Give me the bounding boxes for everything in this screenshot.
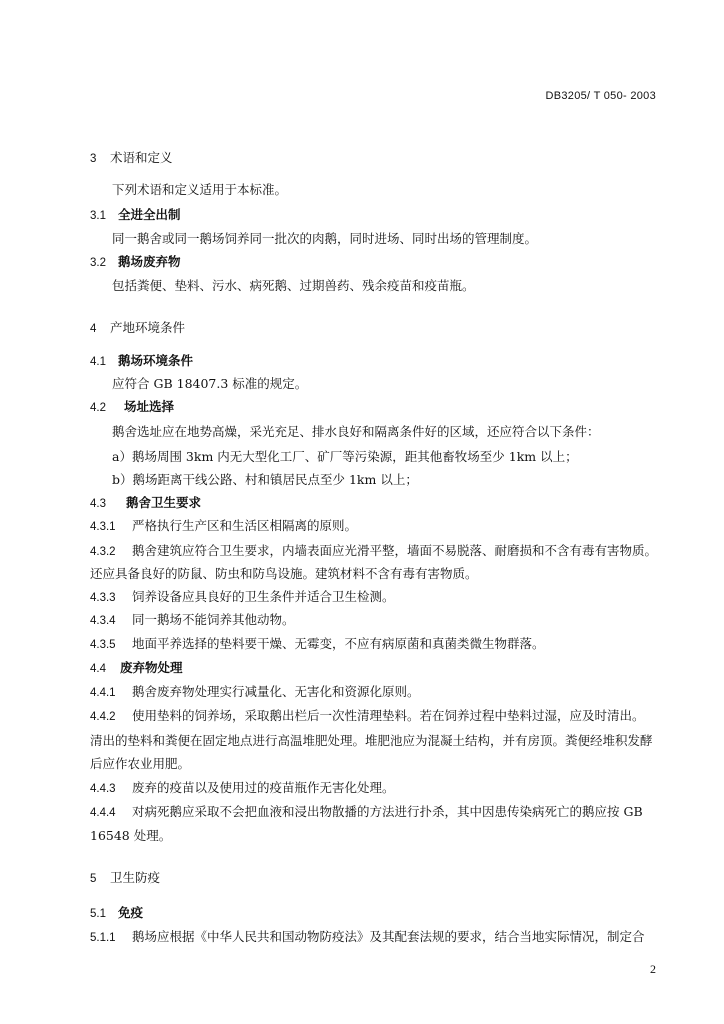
- clause-number: 4.4: [90, 663, 106, 675]
- clause-3-1-text: 同一鹅舍或同一鹅场饲养同一批次的肉鹅，同时进场、同时出场的管理制度。: [112, 231, 538, 246]
- clause-text: 废弃的疫苗以及使用过的疫苗瓶作无害化处理。: [132, 780, 395, 795]
- clause-number: 3.2: [90, 257, 106, 269]
- clause-number: 4.4.3: [90, 783, 116, 795]
- clause-text: 鹅舍废弃物处理实行减量化、无害化和资源化原则。: [132, 684, 420, 699]
- clause-4-2-item-b: b）鹅场距离干线公路、村和镇居民点至少 1km 以上；: [112, 472, 418, 487]
- clause-number: 4.2: [90, 402, 106, 414]
- clause-4-2-heading: [90, 399, 660, 416]
- clause-3-1-heading: [90, 207, 660, 224]
- clause-text: 鹅场应根据《中华人民共和国动物防疫法》及其配套法规的要求，结合当地实际情况，制定合: [132, 929, 645, 944]
- clause-title: 鹅舍卫生要求: [126, 495, 202, 510]
- clause-text: 饲养设备应具良好的卫生条件并适合卫生检测。: [132, 589, 395, 604]
- standard-code: DB3205/ T 050- 2003: [545, 90, 656, 102]
- clause-4-3-2: [90, 543, 660, 560]
- clause-4-3-3: [90, 589, 660, 606]
- clause-4-4-2: [90, 708, 660, 725]
- clause-title: 场址选择: [124, 399, 175, 414]
- clause-4-4-4-cont: 16548 处理。: [90, 828, 172, 843]
- clause-4-3-1: [90, 518, 660, 535]
- clause-4-4-4: [90, 804, 660, 821]
- clause-4-3-5: [90, 636, 660, 653]
- clause-4-3-heading: [90, 495, 660, 512]
- clause-title: 鹅场环境条件: [118, 353, 194, 368]
- clause-number: 3.1: [90, 210, 106, 222]
- clause-4-3-4: [90, 612, 660, 629]
- clause-title: 全进全出制: [118, 207, 181, 222]
- clause-number: 5.1: [90, 908, 106, 920]
- clause-4-4-1: [90, 684, 660, 701]
- section-3-heading: [90, 150, 660, 167]
- section-number: 5: [90, 873, 97, 885]
- clause-5-1-1: [90, 929, 660, 946]
- section-5-heading: [90, 870, 660, 887]
- clause-number: 4.3.4: [90, 615, 116, 627]
- clause-5-1-heading: [90, 905, 660, 922]
- clause-4-2-text: 鹅舍选址应在地势高燥，采光充足、排水良好和隔离条件好的区域，还应符合以下条件：: [112, 424, 600, 439]
- page-number: 2: [650, 962, 656, 976]
- clause-number: 4.4.2: [90, 711, 116, 723]
- clause-text: 严格执行生产区和生活区相隔离的原则。: [132, 518, 358, 533]
- clause-text: 同一鹅场不能饲养其他动物。: [132, 612, 295, 627]
- clause-title: 免疫: [118, 905, 144, 920]
- clause-4-3-2-cont: 还应具备良好的防鼠、防虫和防鸟设施。建筑材料不含有毒有害物质。: [90, 566, 478, 581]
- section-number: 4: [90, 323, 97, 335]
- clause-number: 4.4.4: [90, 807, 116, 819]
- clause-text: 地面平养选择的垫料要干燥、无霉变，不应有病原菌和真菌类微生物群落。: [132, 636, 545, 651]
- clause-4-1-text: 应符合 GB 18407.3 标准的规定。: [112, 376, 308, 391]
- clause-4-4-2-cont-1: 清出的垫料和粪便在固定地点进行高温堆肥处理。堆肥池应为混凝土结构，并有房顶。粪便经堆积发酵: [90, 733, 653, 748]
- clause-number: 4.3: [90, 498, 106, 510]
- clause-number: 4.3.1: [90, 521, 116, 533]
- clause-title: 废弃物处理: [120, 660, 183, 675]
- clause-text: 对病死鹅应采取不会把血液和浸出物散播的方法进行扑杀，其中因患传染病死亡的鹅应按 GB: [132, 804, 643, 819]
- clause-number: 4.3.2: [90, 546, 116, 558]
- clause-number: 4.1: [90, 356, 106, 368]
- clause-3-2-text: 包括粪便、垫料、污水、病死鹅、过期兽药、残余疫苗和疫苗瓶。: [112, 278, 475, 293]
- clause-text: 鹅舍建筑应符合卫生要求，内墙表面应光滑平整，墙面不易脱落、耐磨损和不含有毒有害物质。: [132, 543, 658, 558]
- clause-4-4-heading: [90, 660, 660, 677]
- clause-number: 4.3.5: [90, 639, 116, 651]
- clause-number: 5.1.1: [90, 932, 116, 944]
- clause-text: 使用垫料的饲养场，采取鹅出栏后一次性清理垫料。若在饲养过程中垫料过湿，应及时清出。: [132, 708, 645, 723]
- section-3-intro: 下列术语和定义适用于本标准。: [112, 182, 288, 197]
- section-title: 术语和定义: [110, 150, 173, 165]
- clause-4-1-heading: [90, 353, 660, 370]
- clause-4-4-2-cont-2: 后应作农业用肥。: [90, 756, 191, 771]
- clause-4-4-3: [90, 780, 660, 797]
- section-title: 卫生防疫: [110, 870, 161, 885]
- clause-4-2-item-a: a）鹅场周围 3km 内无大型化工厂、矿厂等污染源，距其他畜牧场至少 1km 以上；: [112, 449, 578, 464]
- clause-3-2-heading: [90, 254, 660, 271]
- section-4-heading: [90, 320, 660, 337]
- clause-title: 鹅场废弃物: [118, 254, 181, 269]
- section-title: 产地环境条件: [110, 320, 186, 335]
- clause-number: 4.4.1: [90, 687, 116, 699]
- clause-number: 4.3.3: [90, 592, 116, 604]
- section-number: 3: [90, 153, 97, 165]
